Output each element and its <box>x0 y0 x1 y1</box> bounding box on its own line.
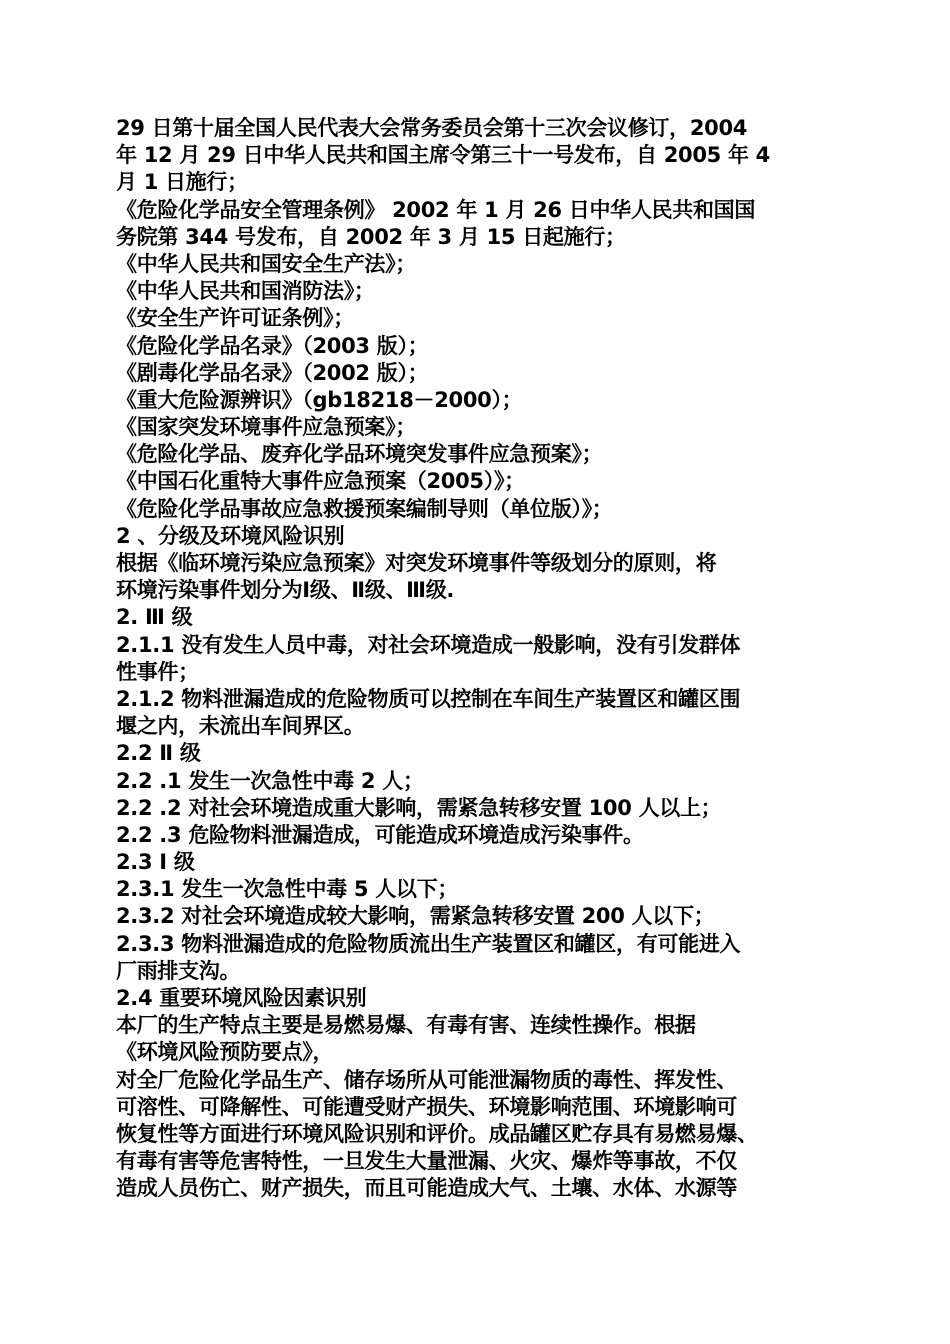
text-line: 2.1.1 没有发生人员中毒，对社会环境造成一般影响，没有引发群体 <box>116 632 741 657</box>
text-line: 《国家突发环境事件应急预案》； <box>116 415 416 440</box>
text-line: 2.2 .2 对社会环境造成重大影响，需紧急转移安置 100 人以上； <box>116 795 722 820</box>
text-line: 有毒有害等危害特性，一旦发生大量泄漏、火灾、爆炸等事故，不仅 <box>116 1149 737 1174</box>
text-line: 《剧毒化学品名录》（2002 版）； <box>116 360 429 385</box>
section-heading: 2.3 Ⅰ 级 <box>116 850 195 875</box>
text-line: 厂雨排支沟。 <box>116 958 241 983</box>
section-heading: 2.4 重要环境风险因素识别 <box>116 986 367 1010</box>
text-line: 《环境风险预防要点》， <box>116 1040 334 1065</box>
text-line: 造成人员伤亡、财产损失，而且可能造成大气、土壤、水体、水源等 <box>116 1176 737 1201</box>
text-line: 2.1.2 物料泄漏造成的危险物质可以控制在车间生产装置区和罐区围 <box>116 686 741 711</box>
section-heading: 2. Ⅲ 级 <box>116 605 193 630</box>
text-line: 2.3.3 物料泄漏造成的危险物质流出生产装置区和罐区，有可能进入 <box>116 931 741 956</box>
text-line: 2.2 .1 发生一次急性中毒 2 人； <box>116 768 424 793</box>
text-line: 性事件； <box>116 659 199 684</box>
text-line: 2.3.2 对社会环境造成较大影响，需紧急转移安置 200 人以下； <box>116 904 715 929</box>
section-heading: 2 、分级及环境风险识别 <box>116 523 345 548</box>
section-heading: 2.2 Ⅱ 级 <box>116 741 201 766</box>
text-line: 《安全生产许可证条例》； <box>116 306 354 331</box>
document-body <box>116 115 836 1203</box>
text-line: 对全厂危险化学品生产、储存场所从可能泄漏物质的毒性、挥发性、 <box>116 1067 737 1092</box>
text-line: 《中国石化重特大事件应急预案（2005）》； <box>116 469 525 494</box>
text-line: 环境污染事件划分为Ⅰ级、Ⅱ级、Ⅲ级. <box>116 578 455 603</box>
text-line: 年 12 月 29 日中华人民共和国主席令第三十一号发布，自 2005 年 4 <box>116 143 770 168</box>
text-line: 《中华人民共和国安全生产法》； <box>116 251 416 276</box>
text-line: 29 日第十届全国人民代表大会常务委员会第十三次会议修订，2004 <box>116 116 748 140</box>
text-line: 堰之内，未流出车间界区。 <box>116 714 365 739</box>
text-line: 可溶性、可降解性、可能遭受财产损失、环境影响范围、环境影响可 <box>116 1094 737 1119</box>
text-line: 《危险化学品安全管理条例》 2002 年 1 月 26 日中华人民共和国国 <box>116 197 756 222</box>
text-line: 本厂的生产特点主要是易燃易爆、有毒有害、连续性操作。根据 <box>116 1013 696 1038</box>
text-line: 月 1 日施行； <box>116 170 248 195</box>
text-line: 2.2 .3 危险物料泄漏造成，可能造成环境造成污染事件。 <box>116 822 644 847</box>
text-line: 《危险化学品事故应急救援预案编制导则（单位版）》； <box>116 496 613 521</box>
text-line: 务院第 344 号发布，自 2002 年 3 月 15 日起施行； <box>116 224 626 249</box>
text-line: 根据《临环境污染应急预案》对突发环境事件等级划分的原则，将 <box>116 551 717 575</box>
text-line: 《重大危险源辨识》（gb18218－2000）； <box>116 387 523 412</box>
text-line: 2.3.1 发生一次急性中毒 5 人以下； <box>116 877 459 902</box>
text-line: 《危险化学品名录》（2003 版）； <box>116 333 429 358</box>
text-line: 《危险化学品、废弃化学品环境突发事件应急预案》； <box>116 442 603 467</box>
text-line: 《中华人民共和国消防法》； <box>116 279 375 304</box>
text-line: 恢复性等方面进行环境风险识别和评价。成品罐区贮存具有易燃易爆、 <box>116 1121 758 1146</box>
